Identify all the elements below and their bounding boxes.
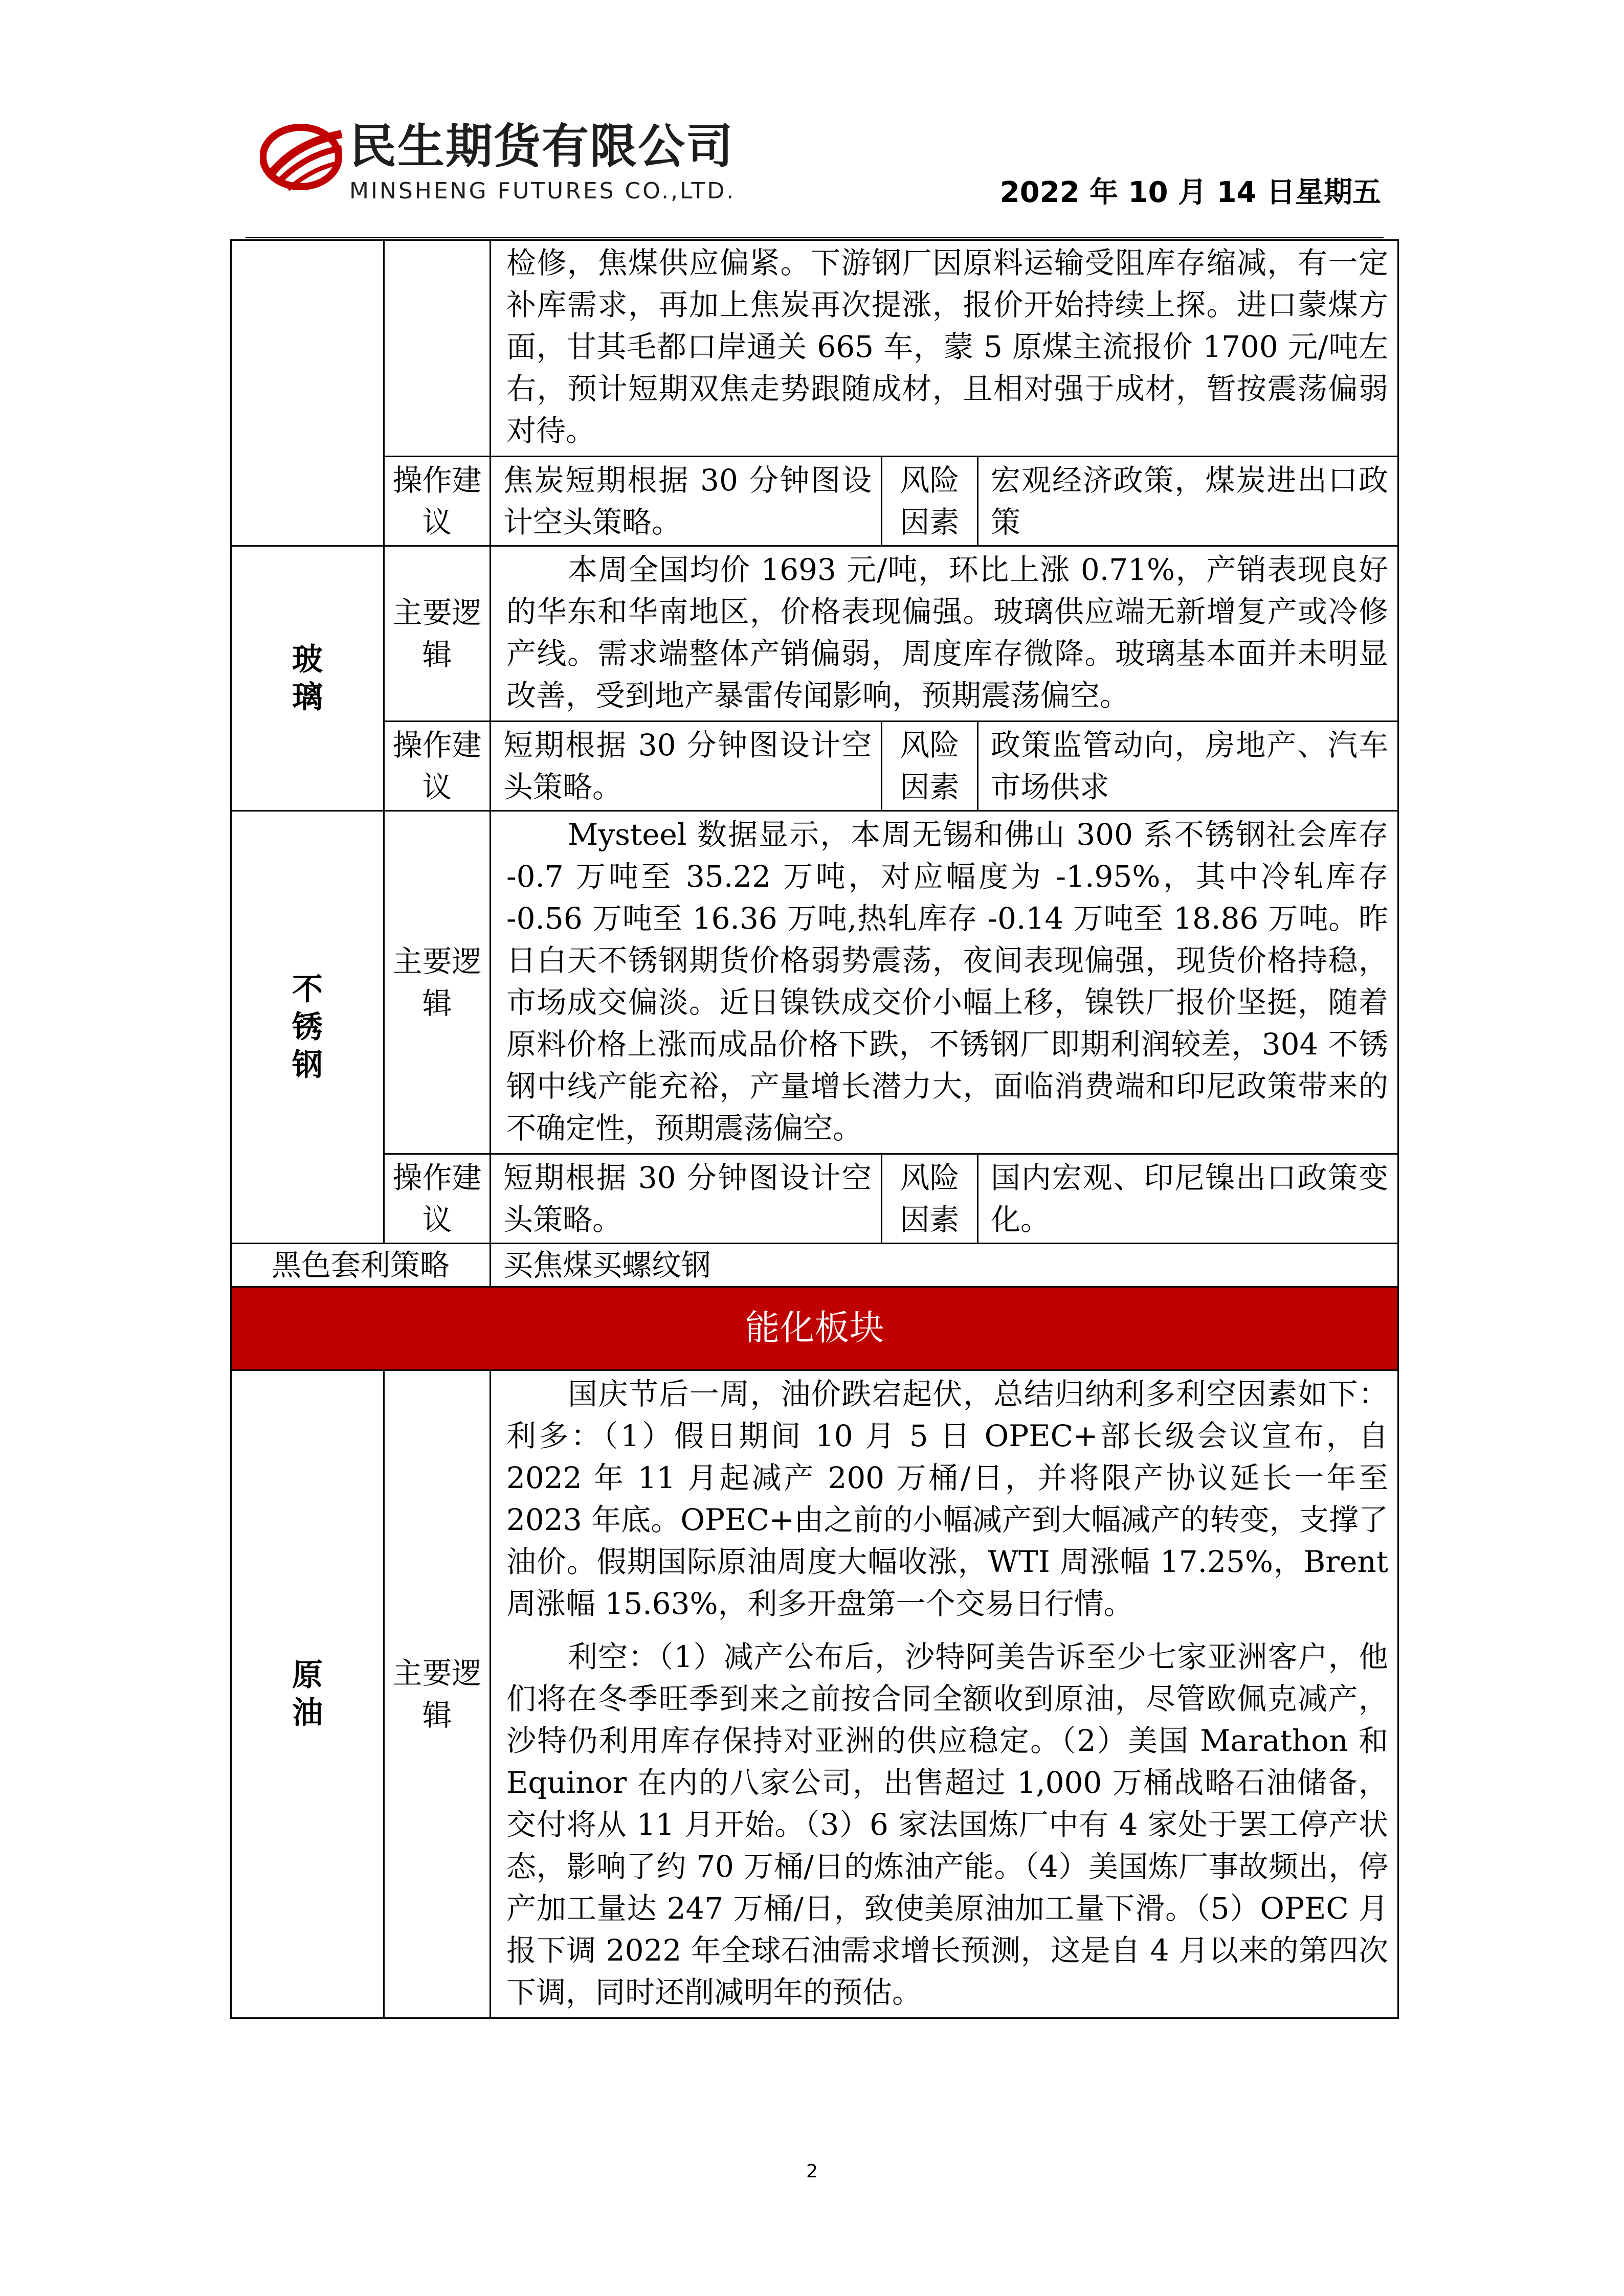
company-logo (260, 119, 771, 216)
crude-logic-label: 主要逻辑 (392, 1656, 482, 1732)
glass-op-text: 短期根据 30 分钟图设计空头策略。 (503, 728, 872, 804)
stainless-risk-label: 风险因素 (900, 1160, 960, 1237)
stainless-name: 不锈钢 (292, 971, 323, 1083)
stainless-op-row (231, 1154, 1398, 1244)
crude-logic-para-1: 国庆节后一周，油价跌宕起伏，总结归纳利多利空因素如下：利多：（1）假日期间 10 月 5 日 OPEC+部长级会议宣布，自 2022 年 11 月起减产 200 万桶/日，并将限产协议延长一年至 2023 年底。OPEC+由之前的小幅减产到大幅减产的转变，支撑了油价。假期国际原油周度大幅收涨，WTI 周涨幅 17.25%，Brent 周涨幅 15.63%，利多开盘第一个交易日行情。 (506, 1377, 1389, 1621)
stainless-category (232, 971, 383, 1084)
stainless-op-text: 短期根据 30 分钟图设计空头策略。 (503, 1160, 872, 1237)
energy-section-row (231, 1287, 1398, 1370)
crude-logic-row (231, 1370, 1398, 2018)
crude-category (232, 1656, 383, 1732)
glass-logic-row (231, 546, 1398, 722)
coke-risk-text: 宏观经济政策，煤炭进出口政策 (991, 463, 1389, 539)
crude-name: 原油 (292, 1657, 323, 1731)
coke-risk-label: 风险因素 (900, 463, 960, 539)
coke-op-row (231, 457, 1398, 546)
company-name-cn: 民生期货有限公司 (349, 119, 735, 174)
black-arbitrage-label: 黑色套利策略 (271, 1248, 450, 1282)
coke-logic-text: 检修，焦煤供应偏紧。下游钢厂因原料运输受阻库存缩减，有一定补库需求，再加上焦炭再次提涨，报价开始持续上探。进口蒙煤方面，甘其毛都口岸通关 665 车，蒙 5 原煤主流报价 1700 元/吨左右，预计短期双焦走势跟随成材，且相对强于成材，暂按震荡偏弱对待。 (506, 245, 1389, 448)
stainless-logic-label: 主要逻辑 (392, 944, 482, 1021)
black-arbitrage-row (231, 1244, 1398, 1287)
report-table (230, 239, 1399, 2019)
glass-logic-label: 主要逻辑 (392, 595, 482, 672)
coke-logic-label-cell (384, 240, 491, 457)
stainless-risk-text: 国内宏观、印尼镍出口政策变化。 (991, 1160, 1389, 1237)
stainless-logic-text: Mysteel 数据显示，本周无锡和佛山 300 系不锈钢社会库存 -0.7 万吨至 35.22 万吨，对应幅度为 -1.95%，其中冷轧库存 -0.56 万吨至 16.36 万吨,热轧库存 -0.14 万吨至 18.86 万吨。昨日白天不锈钢期货价格弱势震荡，夜间表现偏强，现货价格持稳，市场成交偏淡。近日镍铁成交价小幅上移，镍铁厂报价坚挺，随着原料价格上涨而成品价格下跌，不锈钢厂即期利润较差，304 不锈钢中线产能充裕，产量增长潜力大，面临消费端和印尼政策带来的不确定性，预期震荡偏空。 (506, 817, 1389, 1145)
page-number: 2 (806, 2161, 818, 2182)
crude-logic-text (491, 1371, 1397, 2017)
coke-op-text: 焦炭短期根据 30 分钟图设计空头策略。 (503, 463, 872, 539)
glass-category (232, 641, 383, 716)
company-name-en: MINSHENG FUTURES CO.,LTD. (349, 178, 736, 204)
glass-risk-label: 风险因素 (900, 728, 960, 804)
glass-logic-text: 本周全国均价 1693 元/吨，环比上涨 0.71%，产销表现良好的华东和华南地区，价格表现偏强。玻璃供应端无新增复产或冷修产线。需求端整体产销偏弱，周度库存微降。玻璃基本面并未明显改善，受到地产暴雷传闻影响，预期震荡偏空。 (506, 552, 1389, 713)
coke-logic-cell (491, 240, 1398, 457)
crude-logic-para-2: 利空：（1）减产公布后，沙特阿美告诉至少七家亚洲客户，他们将在冬季旺季到来之前按合同全额收到原油，尽管欧佩克减产，沙特仍利用库存保持对亚洲的供应稳定。（2）美国 Marathon 和 Equinor 在内的八家公司，出售超过 1,000 万桶战略石油储备，交付将从 11 月开始。（3）6 家法国炼厂中有 4 家处于罢工停产状态，影响了约 70 万桶/日的炼油产能。（4）美国炼厂事故频出，停产加工量达 247 万桶/日，致使美原油加工量下滑。（5）OPEC 月报下调 2022 年全球石油需求增长预测，这是自 4 月以来的第四次下调，同时还削减明年的预估。 (506, 1639, 1389, 2010)
coke-op-label: 操作建议 (392, 463, 482, 539)
glass-risk-text: 政策监管动向，房地产、汽车市场供求 (991, 728, 1389, 804)
glass-op-row (231, 722, 1398, 811)
minsheng-logo-icon (260, 119, 344, 195)
coke-logic-row (231, 240, 1398, 457)
black-arbitrage-text: 买焦煤买螺纹钢 (503, 1248, 711, 1282)
header-divider (246, 237, 1384, 238)
glass-op-label: 操作建议 (392, 728, 482, 804)
report-date: 2022 年 10 月 14 日星期五 (999, 176, 1381, 209)
stainless-logic-row (231, 811, 1398, 1154)
coke-category-cell (231, 240, 384, 546)
glass-name: 玻璃 (292, 641, 323, 715)
stainless-op-label: 操作建议 (392, 1160, 482, 1237)
energy-section-title: 能化板块 (745, 1308, 884, 1348)
